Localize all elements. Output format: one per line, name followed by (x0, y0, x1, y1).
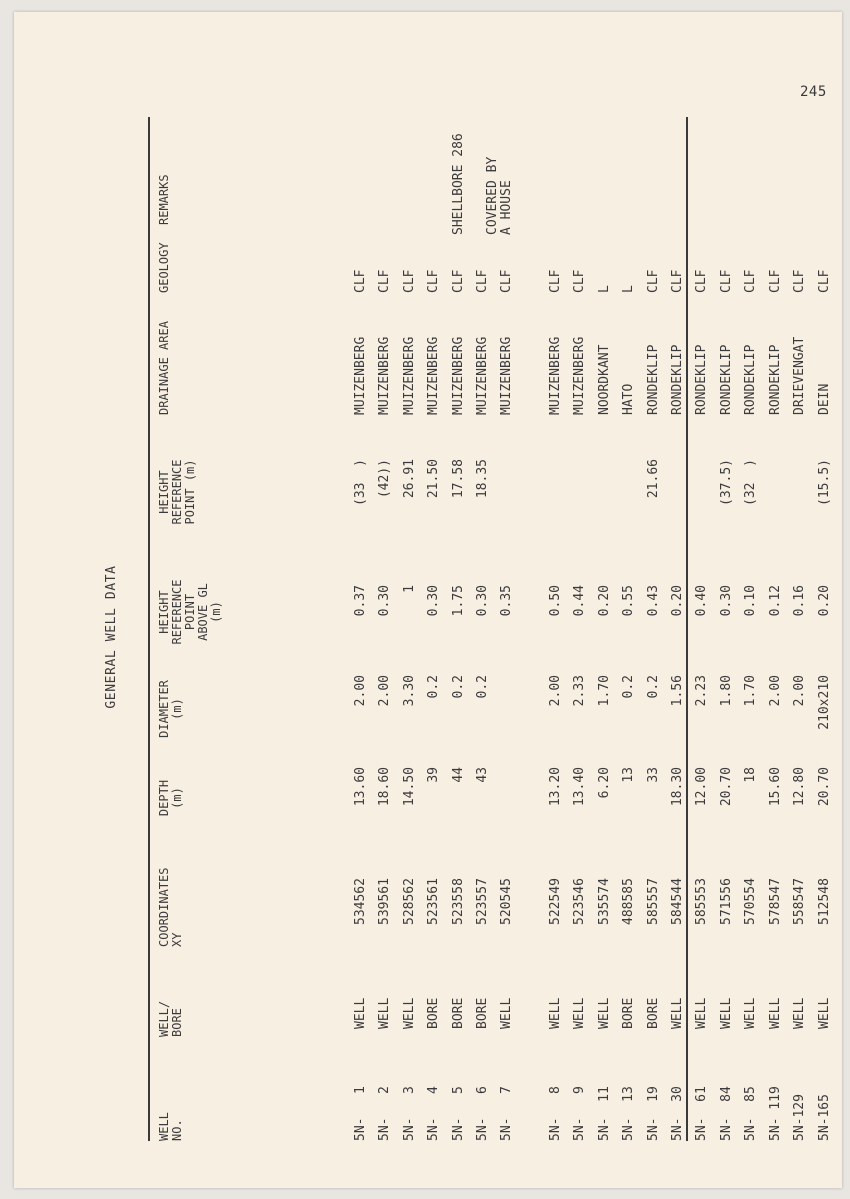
cell-coordinates: 539561 (377, 878, 392, 925)
cell-geology: CLF (475, 269, 490, 293)
cell-geology: L (621, 285, 636, 293)
cell-drainage-area: MUIZENBERG (402, 336, 417, 415)
cell-well-bore: BORE (475, 997, 490, 1029)
cell-well-bore: BORE (426, 997, 441, 1029)
cell-drainage-area: RONDEKLIP (670, 344, 685, 415)
cell-depth: 15.60 (768, 767, 783, 807)
cell-geology: CLF (743, 269, 758, 293)
cell-height-above-gl: 0.30 (426, 585, 441, 617)
cell-well-bore: BORE (621, 997, 636, 1029)
header-well-bore: WELL/ BORE (157, 1000, 184, 1037)
header-coordinates: COORDINATES XY (157, 867, 184, 947)
cell-well-bore: WELL (597, 997, 612, 1029)
cell-height-reference: (37.5) (719, 459, 734, 506)
cell-height-reference: 17.58 (451, 459, 466, 499)
cell-well-no: 5N-165 (817, 1094, 832, 1141)
cell-coordinates: 584544 (670, 878, 685, 925)
cell-diameter: 2.00 (768, 675, 783, 707)
cell-diameter: 2.00 (792, 675, 807, 707)
cell-depth: 20.70 (817, 767, 832, 807)
cell-coordinates: 528562 (402, 878, 417, 925)
cell-height-above-gl: 0.20 (817, 585, 832, 617)
cell-geology: CLF (377, 269, 392, 293)
cell-diameter: 1.56 (670, 675, 685, 707)
cell-geology: CLF (670, 269, 685, 293)
cell-remarks: SHELLBORE 286 (451, 133, 466, 235)
cell-height-reference: 21.50 (426, 459, 441, 499)
cell-coordinates: 523546 (572, 878, 587, 925)
cell-well-bore: WELL (548, 997, 563, 1029)
cell-depth: 12.80 (792, 767, 807, 807)
cell-geology: CLF (694, 269, 709, 293)
cell-well-no: 5N- 6 (475, 1086, 490, 1141)
cell-height-above-gl: 0.10 (743, 585, 758, 617)
well-data-table (96, 117, 832, 1157)
cell-height-above-gl: 0.20 (670, 585, 685, 617)
cell-coordinates: 534562 (353, 878, 368, 925)
cell-diameter: 210x210 (817, 675, 832, 730)
cell-well-no: 5N- 1 (353, 1086, 368, 1141)
cell-geology: CLF (353, 269, 368, 293)
document-page (14, 12, 842, 1188)
cell-well-no: 5N- 3 (402, 1086, 417, 1141)
cell-remarks: COVERED BY A HOUSE (485, 156, 514, 235)
cell-well-bore: WELL (817, 997, 832, 1029)
cell-diameter: 2.00 (548, 675, 563, 707)
page-number: 245 (800, 84, 827, 100)
cell-depth: 13 (621, 767, 636, 783)
cell-geology: CLF (572, 269, 587, 293)
cell-diameter: 2.00 (377, 675, 392, 707)
cell-well-no: 5N- 61 (694, 1086, 709, 1141)
cell-height-above-gl: 0.43 (646, 585, 661, 617)
header-height-above-gl: HEIGHT REFERENCE POINT ABOVE GL (m) (157, 579, 223, 645)
cell-diameter: 1.70 (597, 675, 612, 707)
cell-depth: 13.40 (572, 767, 587, 807)
cell-diameter: 0.2 (426, 675, 441, 699)
cell-drainage-area: RONDEKLIP (719, 344, 734, 415)
cell-geology: L (597, 285, 612, 293)
cell-geology: CLF (646, 269, 661, 293)
cell-well-bore: WELL (377, 997, 392, 1029)
cell-diameter: 1.70 (743, 675, 758, 707)
table-rule-bottom (686, 117, 688, 1141)
cell-depth: 33 (646, 767, 661, 783)
cell-well-bore: WELL (743, 997, 758, 1029)
cell-depth: 44 (451, 767, 466, 783)
cell-drainage-area: MUIZENBERG (377, 336, 392, 415)
cell-depth: 13.20 (548, 767, 563, 807)
cell-depth: 6.20 (597, 767, 612, 799)
cell-well-bore: BORE (646, 997, 661, 1029)
cell-coordinates: 558547 (792, 878, 807, 925)
cell-coordinates: 523557 (475, 878, 490, 925)
cell-depth: 20.70 (719, 767, 734, 807)
cell-well-bore: WELL (353, 997, 368, 1029)
cell-well-no: 5N- 11 (597, 1086, 612, 1141)
cell-diameter: 2.00 (353, 675, 368, 707)
cell-coordinates: 488585 (621, 878, 636, 925)
cell-well-no: 5N- 9 (572, 1086, 587, 1141)
cell-height-above-gl: 1 (402, 585, 417, 593)
cell-drainage-area: MUIZENBERG (451, 336, 466, 415)
cell-height-above-gl: 0.12 (768, 585, 783, 617)
cell-diameter: 1.80 (719, 675, 734, 707)
cell-height-above-gl: 0.44 (572, 585, 587, 617)
cell-coordinates: 585557 (646, 878, 661, 925)
cell-drainage-area: RONDEKLIP (694, 344, 709, 415)
cell-geology: CLF (426, 269, 441, 293)
cell-height-reference: (42)) (377, 459, 392, 499)
cell-height-reference: 26.91 (402, 459, 417, 499)
cell-height-reference: (15.5) (817, 459, 832, 506)
cell-height-reference: (32 ) (743, 459, 758, 506)
cell-well-no: 5N- 84 (719, 1086, 734, 1141)
cell-well-bore: WELL (670, 997, 685, 1029)
cell-well-no: 5N- 5 (451, 1086, 466, 1141)
cell-diameter: 0.2 (621, 675, 636, 699)
cell-height-above-gl: 0.30 (475, 585, 490, 617)
cell-geology: CLF (792, 269, 807, 293)
cell-well-no: 5N- 4 (426, 1086, 441, 1141)
cell-well-no: 5N- 30 (670, 1086, 685, 1141)
cell-height-above-gl: 0.30 (719, 585, 734, 617)
cell-drainage-area: HATO (621, 383, 636, 415)
cell-coordinates: 578547 (768, 878, 783, 925)
cell-drainage-area: MUIZENBERG (426, 336, 441, 415)
cell-height-above-gl: 0.37 (353, 585, 368, 617)
cell-drainage-area: MUIZENBERG (548, 336, 563, 415)
cell-geology: CLF (402, 269, 417, 293)
cell-well-no: 5N- 2 (377, 1086, 392, 1141)
header-depth: DEPTH (m) (157, 779, 184, 817)
cell-drainage-area: MUIZENBERG (353, 336, 368, 415)
cell-well-bore: WELL (402, 997, 417, 1029)
header-height-reference: HEIGHT REFERENCE POINT (m) (157, 459, 197, 525)
cell-diameter: 0.2 (451, 675, 466, 699)
header-drainage-area: DRAINAGE AREA (157, 321, 171, 415)
cell-drainage-area: RONDEKLIP (743, 344, 758, 415)
cell-well-bore: WELL (499, 997, 514, 1029)
cell-diameter: 2.23 (694, 675, 709, 707)
cell-well-bore: WELL (572, 997, 587, 1029)
cell-geology: CLF (768, 269, 783, 293)
header-remarks: REMARKS (157, 174, 171, 225)
cell-diameter: 2.33 (572, 675, 587, 707)
cell-depth: 14.50 (402, 767, 417, 807)
cell-height-above-gl: 0.50 (548, 585, 563, 617)
cell-well-bore: BORE (451, 997, 466, 1029)
cell-height-above-gl: 0.40 (694, 585, 709, 617)
cell-well-no: 5N- 19 (646, 1086, 661, 1141)
cell-drainage-area: NOORDKANT (597, 344, 612, 415)
cell-coordinates: 585553 (694, 878, 709, 925)
cell-coordinates: 522549 (548, 878, 563, 925)
cell-height-above-gl: 0.55 (621, 585, 636, 617)
cell-geology: CLF (817, 269, 832, 293)
cell-geology: CLF (451, 269, 466, 293)
cell-depth: 18.30 (670, 767, 685, 807)
cell-coordinates: 571556 (719, 878, 734, 925)
cell-coordinates: 520545 (499, 878, 514, 925)
cell-depth: 18.60 (377, 767, 392, 807)
cell-well-bore: WELL (694, 997, 709, 1029)
cell-depth: 13.60 (353, 767, 368, 807)
cell-well-no: 5N- 85 (743, 1086, 758, 1141)
cell-coordinates: 523561 (426, 878, 441, 925)
cell-height-above-gl: 0.20 (597, 585, 612, 617)
header-geology: GEOLOGY (157, 242, 171, 293)
cell-height-above-gl: 0.35 (499, 585, 514, 617)
cell-drainage-area: DEIN (817, 383, 832, 415)
cell-drainage-area: DRIEVENGAT (792, 336, 807, 415)
cell-drainage-area: MUIZENBERG (499, 336, 514, 415)
cell-well-no: 5N-129 (792, 1094, 807, 1141)
cell-depth: 12.00 (694, 767, 709, 807)
cell-drainage-area: MUIZENBERG (475, 336, 490, 415)
cell-geology: CLF (499, 269, 514, 293)
cell-coordinates: 523558 (451, 878, 466, 925)
cell-depth: 18 (743, 767, 758, 783)
cell-depth: 39 (426, 767, 441, 783)
cell-geology: CLF (548, 269, 563, 293)
cell-well-bore: WELL (719, 997, 734, 1029)
cell-height-reference: (33 ) (353, 459, 368, 506)
header-rule-top (148, 117, 150, 1141)
cell-depth: 43 (475, 767, 490, 783)
cell-coordinates: 512548 (817, 878, 832, 925)
cell-well-bore: WELL (768, 997, 783, 1029)
cell-height-above-gl: 0.16 (792, 585, 807, 617)
cell-well-no: 5N- 8 (548, 1086, 563, 1141)
cell-coordinates: 535574 (597, 878, 612, 925)
header-well-no: WELL NO. (157, 1112, 184, 1141)
cell-height-above-gl: 1.75 (451, 585, 466, 617)
cell-drainage-area: RONDEKLIP (768, 344, 783, 415)
cell-diameter: 0.2 (646, 675, 661, 699)
cell-drainage-area: RONDEKLIP (646, 344, 661, 415)
cell-height-reference: 21.66 (646, 459, 661, 499)
cell-geology: CLF (719, 269, 734, 293)
cell-well-no: 5N- 119 (768, 1086, 783, 1141)
cell-diameter: 0.2 (475, 675, 490, 699)
cell-diameter: 3.30 (402, 675, 417, 707)
cell-height-above-gl: 0.30 (377, 585, 392, 617)
cell-height-reference: 18.35 (475, 459, 490, 499)
document-title: GENERAL WELL DATA (104, 565, 119, 709)
cell-well-no: 5N- 7 (499, 1086, 514, 1141)
cell-drainage-area: MUIZENBERG (572, 336, 587, 415)
cell-coordinates: 570554 (743, 878, 758, 925)
header-diameter: DIAMETER (m) (157, 680, 184, 738)
cell-well-bore: WELL (792, 997, 807, 1029)
cell-well-no: 5N- 13 (621, 1086, 636, 1141)
